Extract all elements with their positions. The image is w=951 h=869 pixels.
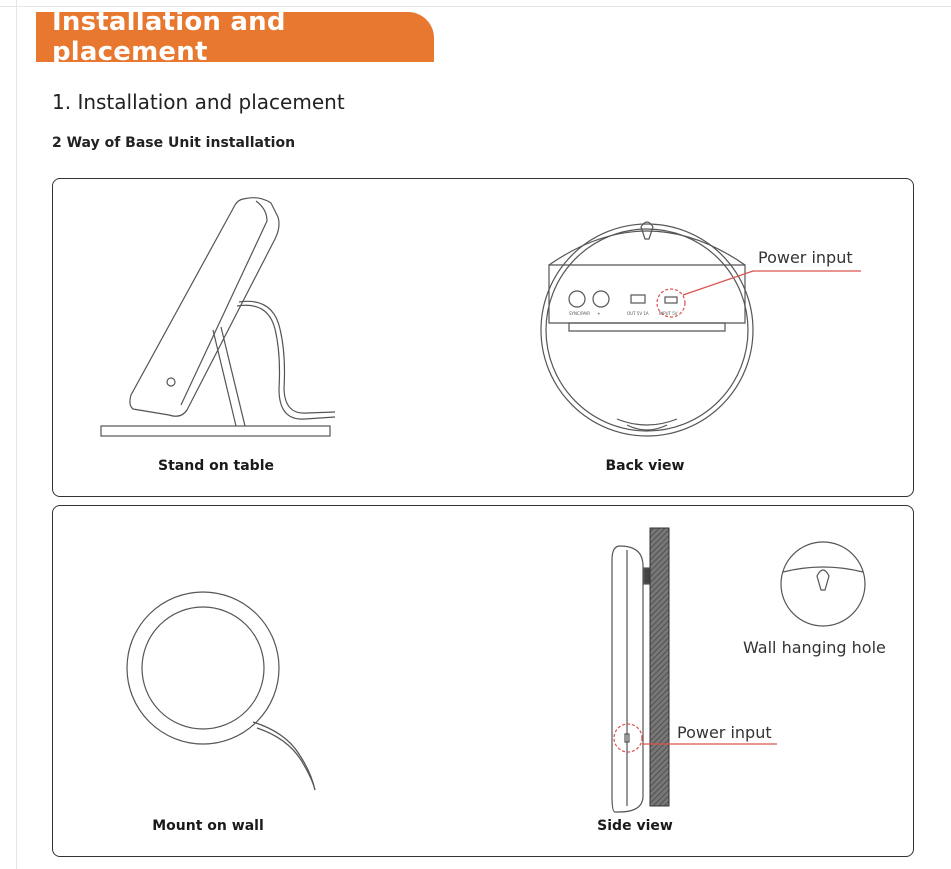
stand-on-table-caption: Stand on table xyxy=(158,458,274,474)
wall-mount-cable xyxy=(253,722,315,790)
kickstand-front xyxy=(213,330,236,426)
wall-and-side-illustration xyxy=(53,506,913,856)
port-label-light: ☀ xyxy=(597,311,601,316)
usb-out-port xyxy=(631,295,645,303)
page-heading: 1. Installation and placement xyxy=(52,90,345,114)
back-foot xyxy=(617,419,677,425)
power-input-label-side: Power input xyxy=(677,723,772,742)
wall-mount-inner-ring xyxy=(142,607,264,729)
port-label-input: INPUT 5V xyxy=(659,311,678,316)
power-cable-outer xyxy=(239,301,335,413)
power-input-label-top: Power input xyxy=(758,248,853,267)
section-banner-title: Installation and placement xyxy=(52,7,286,67)
installation-panel-stand xyxy=(52,178,914,497)
hole-detail-keyhole xyxy=(817,570,829,590)
light-button xyxy=(593,291,609,307)
wall-bracket xyxy=(644,568,650,584)
side-view-caption: Side view xyxy=(597,818,673,834)
hole-detail-circle xyxy=(781,542,865,626)
page-subheading: 2 Way of Base Unit installation xyxy=(52,135,296,151)
left-rule xyxy=(16,0,17,869)
table-base xyxy=(101,426,330,436)
usb-in-port xyxy=(665,297,677,303)
power-input-leader xyxy=(683,271,861,295)
mount-on-wall-caption: Mount on wall xyxy=(152,818,264,834)
sync-pair-button xyxy=(569,291,585,307)
back-panel-arc xyxy=(549,231,745,265)
device-button xyxy=(167,378,175,386)
stand-and-back-illustration xyxy=(53,179,913,496)
installation-panel-wall xyxy=(52,505,914,857)
back-foot-inner xyxy=(627,425,667,430)
back-view-outer xyxy=(541,224,753,436)
port-label-out: OUT 5V 1A xyxy=(627,311,649,316)
wall-mount-cable-outer xyxy=(257,728,315,790)
back-view-caption: Back view xyxy=(605,458,685,474)
port-label-sync: SYNC/PAIR xyxy=(569,311,590,316)
back-view-inner xyxy=(546,229,748,431)
wall-mount-outer-ring xyxy=(127,592,279,744)
section-banner xyxy=(36,7,434,67)
back-ridge xyxy=(569,323,725,331)
wall-hanging-hole-label: Wall hanging hole xyxy=(743,638,886,657)
side-power-input-highlight xyxy=(614,724,642,752)
hatched-wall xyxy=(650,528,669,806)
